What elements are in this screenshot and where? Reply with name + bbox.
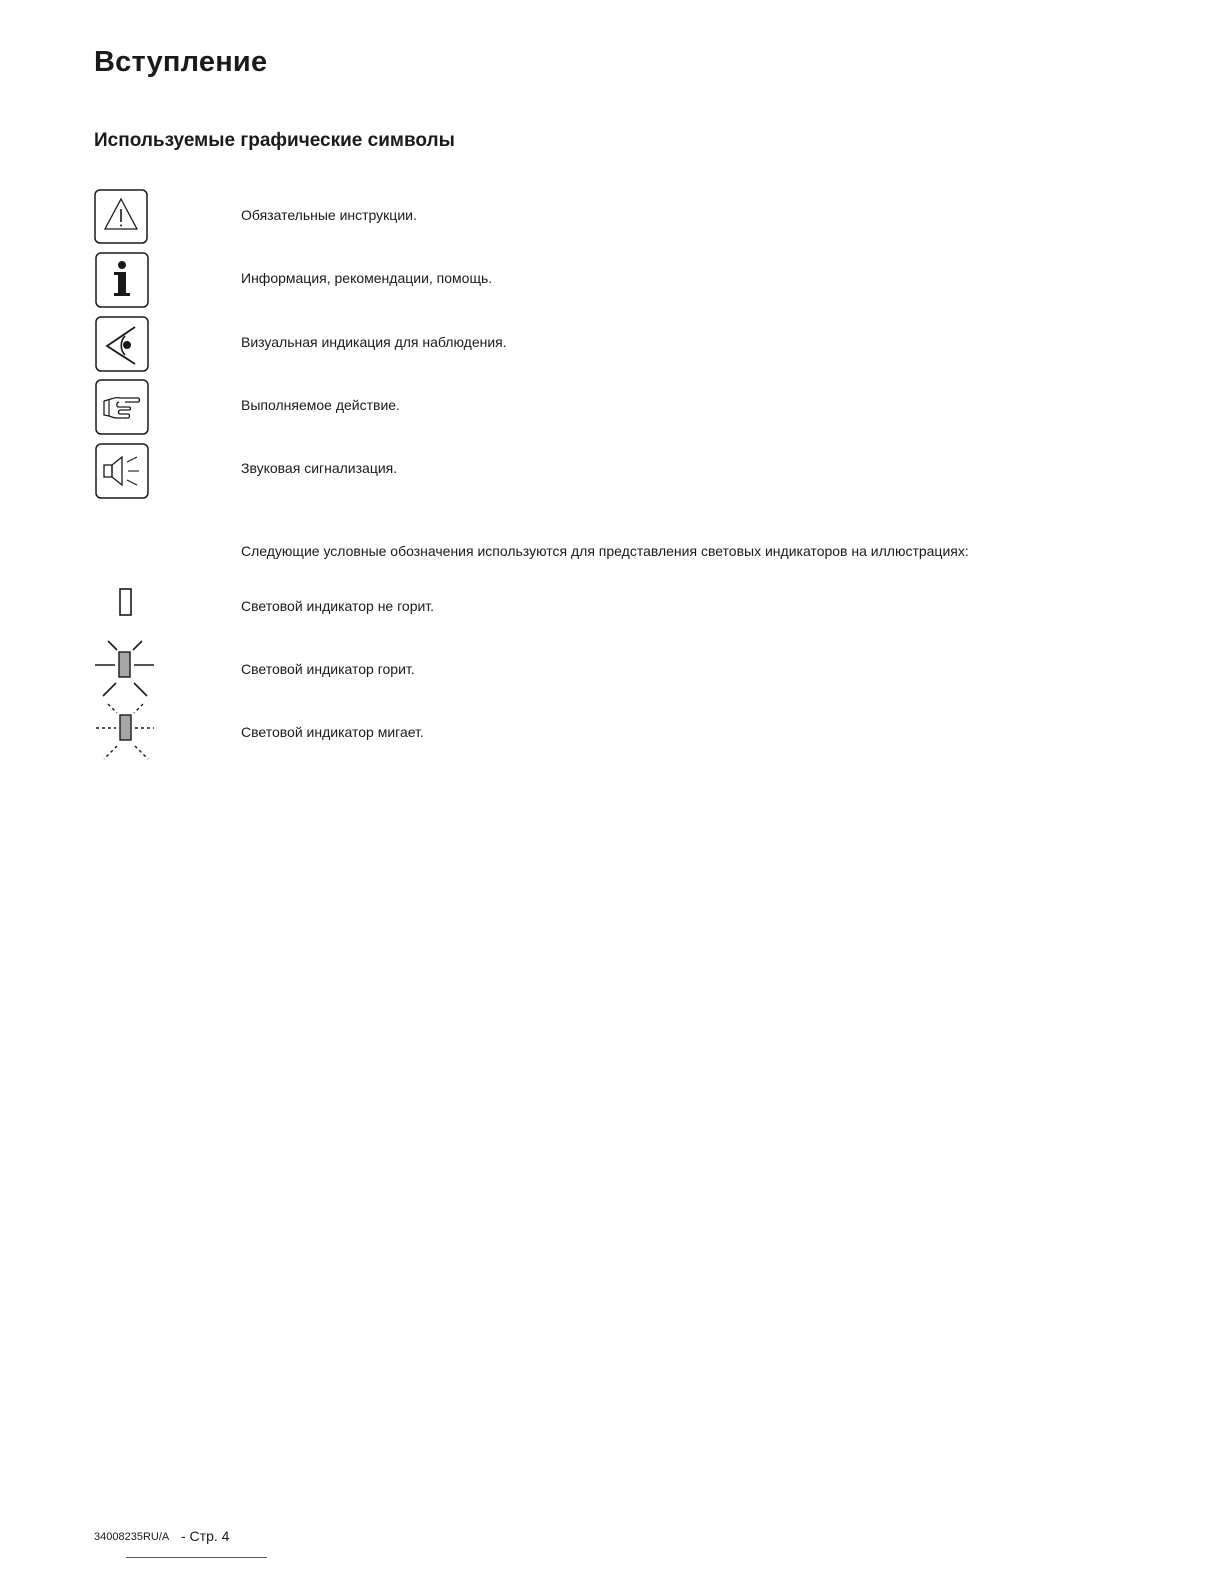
footer-doc-code: 34008235RU/A	[94, 1531, 170, 1543]
warning-triangle-icon	[94, 189, 150, 245]
pointing-hand-icon	[94, 379, 150, 435]
speaker-icon	[94, 443, 150, 499]
led-on-icon	[94, 639, 156, 699]
symbol-label-sound: Звуковая сигнализация.	[241, 460, 398, 476]
indicators-intro: Следующие условные обозначения используются для представления световых индикаторов на иллюстрациях:	[241, 543, 969, 559]
section-title: Используемые графические символы	[94, 130, 455, 151]
footer-underline	[126, 1557, 267, 1558]
symbol-label-visual: Визуальная индикация для наблюдения.	[241, 334, 507, 350]
eye-icon	[94, 316, 150, 372]
symbol-label-mandatory: Обязательные инструкции.	[241, 207, 417, 223]
led-off-icon	[94, 579, 150, 625]
led-blinking-icon	[94, 702, 156, 762]
symbol-label-info: Информация, рекомендации, помощь.	[241, 270, 493, 286]
footer-page-number: - Стр. 4	[181, 1528, 230, 1544]
indicator-label-on: Световой индикатор горит.	[241, 661, 415, 677]
symbol-label-action: Выполняемое действие.	[241, 397, 400, 413]
indicator-label-off: Световой индикатор не горит.	[241, 598, 435, 614]
page-title: Вступление	[94, 46, 268, 78]
info-icon	[94, 252, 150, 308]
indicator-label-blinking: Световой индикатор мигает.	[241, 724, 424, 740]
